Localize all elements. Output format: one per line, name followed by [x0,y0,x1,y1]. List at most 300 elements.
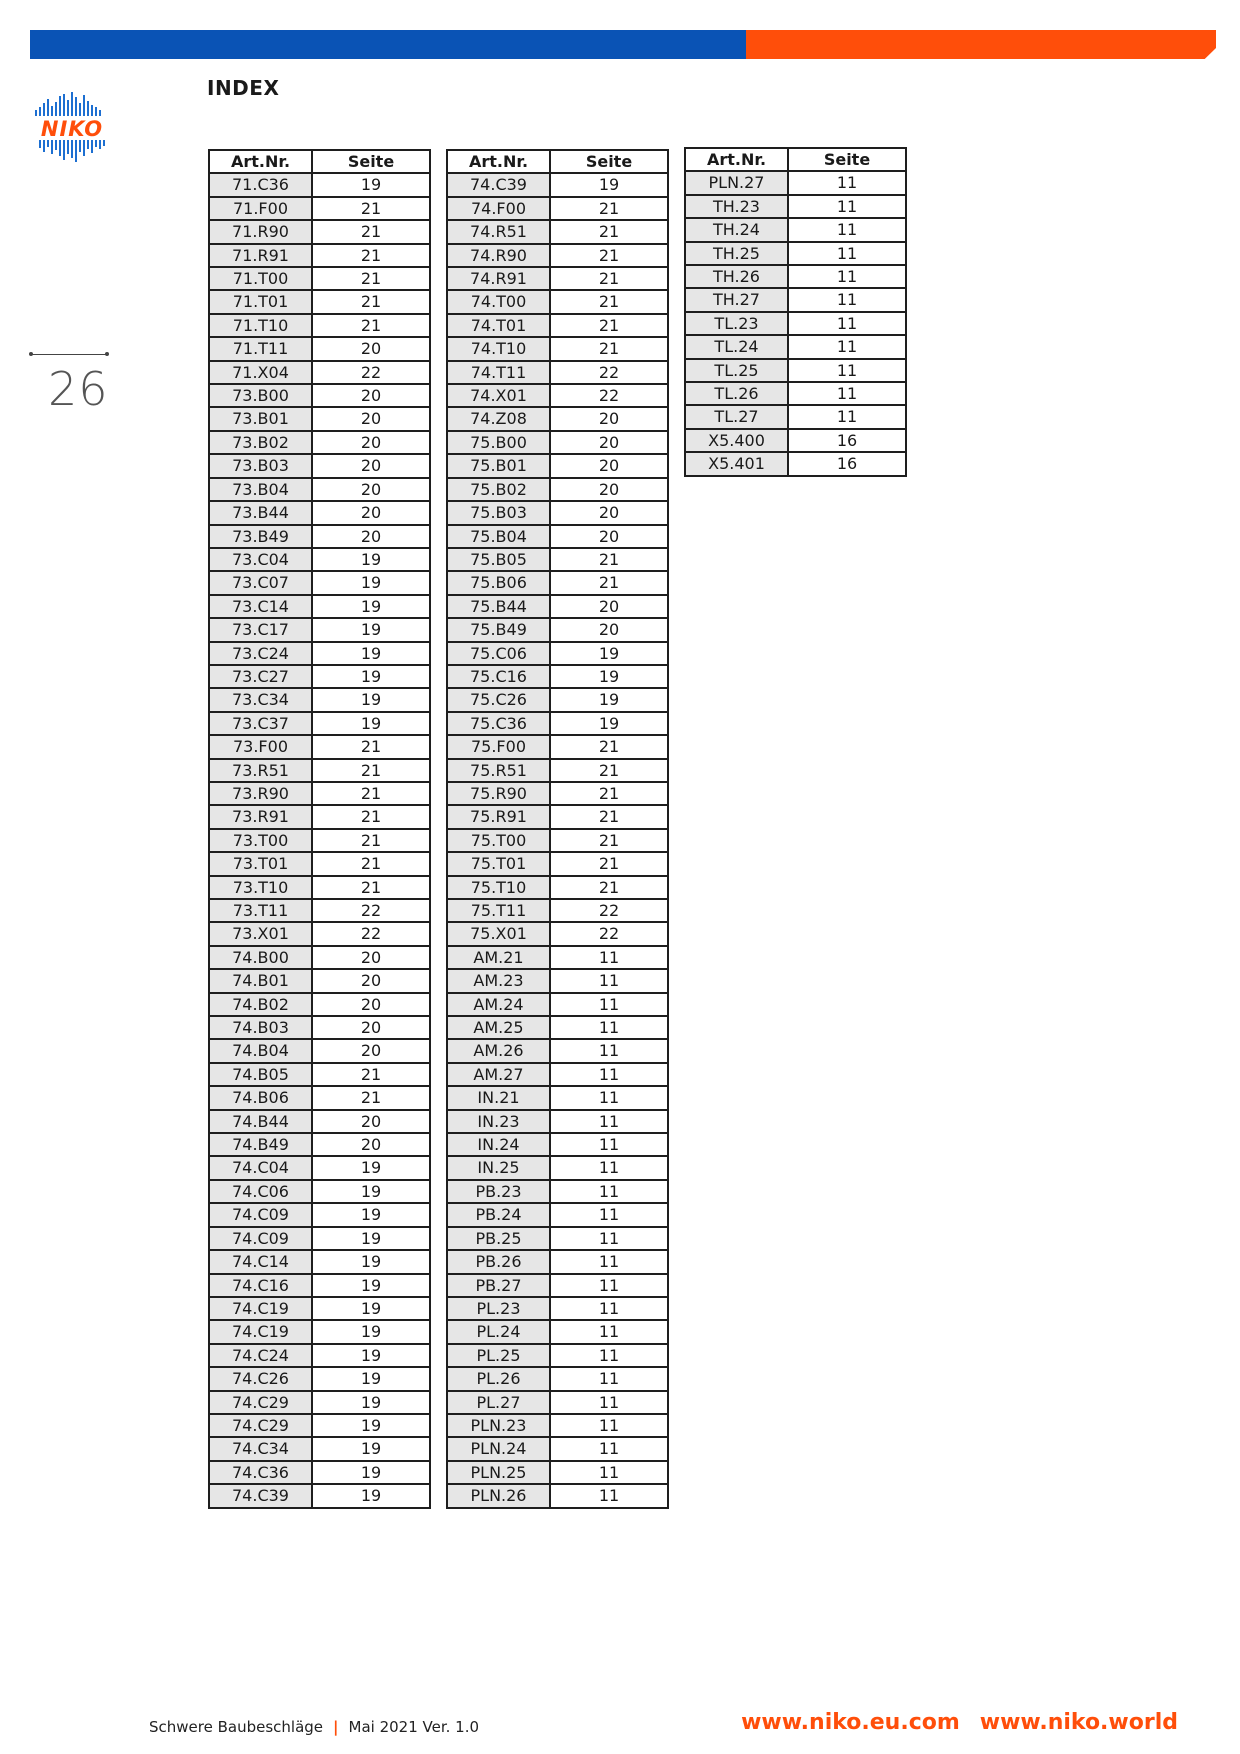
seite-cell: 11 [550,1250,668,1273]
seite-cell: 20 [312,525,430,548]
art-nr-cell: 74.C09 [209,1203,312,1226]
table-row [209,525,430,548]
seite-cell: 11 [550,1461,668,1484]
seite-cell: 19 [312,1180,430,1203]
art-nr-cell: 74.B02 [209,993,312,1016]
seite-cell: 22 [550,899,668,922]
index-table-3 [684,147,907,477]
seite-cell: 19 [312,1227,430,1250]
art-nr-cell: TH.24 [685,218,788,241]
art-nr-cell: 75.B06 [447,571,550,594]
art-nr-cell: 73.F00 [209,735,312,758]
seite-cell: 11 [550,1227,668,1250]
seite-cell: 11 [550,1391,668,1414]
seite-cell: 11 [550,1274,668,1297]
seite-cell: 16 [788,429,906,452]
table-row [209,1250,430,1273]
seite-cell: 21 [312,267,430,290]
seite-cell: 19 [550,712,668,735]
art-nr-cell: PLN.27 [685,171,788,194]
table-row [209,1227,430,1250]
art-nr-cell: 73.B02 [209,431,312,454]
index-table-2 [446,149,669,1509]
footer-document-title: Schwere Baubeschläge [149,1718,324,1736]
table-row [447,478,668,501]
table-row [447,712,668,735]
seite-cell: 20 [312,384,430,407]
seite-cell: 20 [550,431,668,454]
seite-cell: 21 [550,571,668,594]
seite-cell: 20 [312,1016,430,1039]
table-row [209,478,430,501]
table-row [447,1063,668,1086]
seite-cell: 20 [312,1133,430,1156]
footer-info [149,1718,479,1736]
seite-cell: 11 [550,1063,668,1086]
table-row [209,1063,430,1086]
seite-cell: 16 [788,452,906,475]
table-header-row [447,150,668,173]
table-row [209,735,430,758]
art-nr-cell: 71.C36 [209,173,312,196]
seite-cell: 11 [550,1133,668,1156]
table-row [209,618,430,641]
seite-cell: 19 [312,1297,430,1320]
seite-cell: 21 [312,852,430,875]
table-row [209,431,430,454]
art-nr-cell: 74.C19 [209,1320,312,1343]
footer-link-eu[interactable]: www.niko.eu.com [741,1710,960,1735]
table-row [209,993,430,1016]
table-row [447,1437,668,1460]
seite-cell: 20 [312,407,430,430]
seite-cell: 20 [550,525,668,548]
table-row [447,1133,668,1156]
seite-cell: 11 [788,405,906,428]
art-nr-cell: IN.23 [447,1110,550,1133]
seite-cell: 11 [550,1320,668,1343]
table-row [447,173,668,196]
art-nr-cell: 74.C04 [209,1156,312,1179]
art-nr-cell: 73.X01 [209,922,312,945]
table-row [209,244,430,267]
table-row [209,782,430,805]
table-row [209,337,430,360]
art-nr-cell: 74.C19 [209,1297,312,1320]
seite-cell: 19 [312,571,430,594]
table-row [209,1414,430,1437]
art-nr-cell: PL.25 [447,1344,550,1367]
seite-cell: 20 [550,618,668,641]
table-row [209,1391,430,1414]
art-nr-cell: 73.C24 [209,642,312,665]
art-nr-cell: 73.C04 [209,548,312,571]
seite-cell: 19 [550,173,668,196]
seite-cell: 20 [312,1039,430,1062]
footer-separator: | [333,1718,339,1736]
art-nr-cell: AM.26 [447,1039,550,1062]
art-nr-cell: 73.T01 [209,852,312,875]
seite-cell: 21 [312,805,430,828]
seite-cell: 20 [312,431,430,454]
table-row [209,1203,430,1226]
table-row [209,1367,430,1390]
table-row [209,314,430,337]
seite-cell: 11 [550,946,668,969]
seite-cell: 19 [312,1344,430,1367]
seite-cell: 11 [788,218,906,241]
table-row [447,852,668,875]
art-nr-cell: 74.T00 [447,290,550,313]
table-row [685,405,906,428]
seite-cell: 19 [312,712,430,735]
table-row [447,431,668,454]
table-row [447,618,668,641]
art-nr-cell: X5.400 [685,429,788,452]
art-nr-cell: 74.R51 [447,220,550,243]
art-nr-cell: 75.C16 [447,665,550,688]
seite-cell: 22 [312,922,430,945]
art-nr-cell: 71.F00 [209,197,312,220]
seite-cell: 21 [312,1063,430,1086]
table-row [209,290,430,313]
art-nr-cell: TL.24 [685,335,788,358]
art-nr-cell: 71.R90 [209,220,312,243]
table-row [209,1274,430,1297]
footer-link-world[interactable]: www.niko.world [979,1710,1178,1735]
art-nr-cell: IN.25 [447,1156,550,1179]
seite-cell: 20 [550,501,668,524]
art-nr-cell: 73.C37 [209,712,312,735]
table-row [209,852,430,875]
table-header-row [685,148,906,171]
seite-cell: 11 [550,1344,668,1367]
art-nr-cell: 74.C34 [209,1437,312,1460]
table-row [447,595,668,618]
seite-cell: 21 [312,1086,430,1109]
seite-cell: 21 [312,220,430,243]
column-header-seite: Seite [312,150,430,173]
table-row [209,501,430,524]
seite-cell: 19 [312,1414,430,1437]
art-nr-cell: 74.B00 [209,946,312,969]
art-nr-cell: 74.T11 [447,361,550,384]
art-nr-cell: TH.27 [685,288,788,311]
table-row [685,452,906,475]
seite-cell: 21 [550,220,668,243]
table-row [209,876,430,899]
art-nr-cell: 75.B01 [447,454,550,477]
seite-cell: 19 [312,1156,430,1179]
art-nr-cell: 73.B03 [209,454,312,477]
seite-cell: 11 [788,171,906,194]
seite-cell: 19 [312,642,430,665]
art-nr-cell: PLN.25 [447,1461,550,1484]
art-nr-cell: PLN.26 [447,1484,550,1507]
table-row [685,288,906,311]
seite-cell: 11 [550,1297,668,1320]
art-nr-cell: 74.B49 [209,1133,312,1156]
art-nr-cell: 73.C07 [209,571,312,594]
index-table-1 [208,149,431,1509]
art-nr-cell: 75.T00 [447,829,550,852]
page-number-divider [30,354,108,355]
art-nr-cell: 71.T01 [209,290,312,313]
seite-cell: 11 [788,335,906,358]
seite-cell: 19 [312,1274,430,1297]
seite-cell: 21 [312,735,430,758]
art-nr-cell: PL.27 [447,1391,550,1414]
table-row [209,197,430,220]
seite-cell: 11 [788,359,906,382]
table-row [209,384,430,407]
art-nr-cell: PLN.23 [447,1414,550,1437]
art-nr-cell: 75.B49 [447,618,550,641]
table-row [209,805,430,828]
art-nr-cell: 74.C39 [209,1484,312,1507]
art-nr-cell: 74.B05 [209,1063,312,1086]
art-nr-cell: IN.21 [447,1086,550,1109]
art-nr-cell: TH.23 [685,195,788,218]
table-row [447,782,668,805]
seite-cell: 21 [550,735,668,758]
table-row [447,1227,668,1250]
seite-cell: 11 [788,382,906,405]
seite-cell: 22 [312,899,430,922]
seite-cell: 11 [550,1367,668,1390]
seite-cell: 21 [550,337,668,360]
art-nr-cell: TL.27 [685,405,788,428]
table-row [447,946,668,969]
art-nr-cell: 73.B01 [209,407,312,430]
niko-logo [30,86,118,174]
art-nr-cell: 74.T01 [447,314,550,337]
art-nr-cell: 75.C36 [447,712,550,735]
table-row [447,642,668,665]
table-row [447,1250,668,1273]
table-row [447,1461,668,1484]
table-row [209,1297,430,1320]
table-row [209,267,430,290]
art-nr-cell: 75.T10 [447,876,550,899]
seite-cell: 11 [550,969,668,992]
table-row [447,1484,668,1507]
seite-cell: 21 [550,548,668,571]
seite-cell: 20 [312,454,430,477]
table-row [447,1110,668,1133]
table-row [447,525,668,548]
table-row [447,688,668,711]
table-row [685,265,906,288]
table-row [447,290,668,313]
art-nr-cell: IN.24 [447,1133,550,1156]
art-nr-cell: 71.T11 [209,337,312,360]
art-nr-cell: TH.26 [685,265,788,288]
table-row [209,969,430,992]
art-nr-cell: 75.R91 [447,805,550,828]
art-nr-cell: 71.T10 [209,314,312,337]
table-row [447,1156,668,1179]
table-row [447,1367,668,1390]
art-nr-cell: 73.B04 [209,478,312,501]
table-row [685,312,906,335]
seite-cell: 20 [550,595,668,618]
table-row [209,1320,430,1343]
art-nr-cell: 74.C16 [209,1274,312,1297]
seite-cell: 19 [312,1391,430,1414]
seite-cell: 21 [550,852,668,875]
table-row [447,501,668,524]
seite-cell: 20 [550,454,668,477]
art-nr-cell: 74.R91 [447,267,550,290]
table-row [209,759,430,782]
table-row [209,712,430,735]
seite-cell: 19 [312,688,430,711]
footer-version: Mai 2021 Ver. 1.0 [348,1718,480,1736]
column-header-art-nr: Art.Nr. [209,150,312,173]
art-nr-cell: PLN.24 [447,1437,550,1460]
art-nr-cell: PB.27 [447,1274,550,1297]
table-row [209,642,430,665]
table-row [447,759,668,782]
seite-cell: 11 [550,1203,668,1226]
column-header-art-nr: Art.Nr. [447,150,550,173]
table-row [209,571,430,594]
table-row [209,407,430,430]
table-row [209,1180,430,1203]
table-row [209,1133,430,1156]
seite-cell: 21 [312,314,430,337]
art-nr-cell: AM.27 [447,1063,550,1086]
table-row [209,1110,430,1133]
seite-cell: 21 [312,197,430,220]
table-row [447,805,668,828]
table-row [447,548,668,571]
seite-cell: 11 [550,993,668,1016]
seite-cell: 21 [550,197,668,220]
art-nr-cell: 74.F00 [447,197,550,220]
seite-cell: 19 [312,1437,430,1460]
table-row [685,382,906,405]
seite-cell: 21 [550,759,668,782]
table-row [447,197,668,220]
table-row [685,218,906,241]
art-nr-cell: 74.X01 [447,384,550,407]
art-nr-cell: 75.R51 [447,759,550,782]
top-bar-blue [30,30,746,59]
page-number: 26 [48,362,109,416]
seite-cell: 11 [550,1484,668,1507]
column-header-seite: Seite [550,150,668,173]
seite-cell: 11 [550,1180,668,1203]
art-nr-cell: PB.23 [447,1180,550,1203]
footer-links [741,1710,1178,1735]
art-nr-cell: PB.26 [447,1250,550,1273]
seite-cell: 11 [550,1156,668,1179]
table-row [209,1344,430,1367]
art-nr-cell: 74.C29 [209,1391,312,1414]
art-nr-cell: TL.26 [685,382,788,405]
art-nr-cell: 75.B05 [447,548,550,571]
art-nr-cell: 74.R90 [447,244,550,267]
art-nr-cell: 73.R51 [209,759,312,782]
art-nr-cell: 75.R90 [447,782,550,805]
page-title: INDEX [207,76,280,100]
seite-cell: 21 [312,829,430,852]
table-row [209,1437,430,1460]
seite-cell: 20 [312,946,430,969]
art-nr-cell: 75.T01 [447,852,550,875]
table-row [447,454,668,477]
seite-cell: 11 [788,312,906,335]
table-row [209,595,430,618]
table-row [447,1344,668,1367]
table-row [685,195,906,218]
art-nr-cell: PB.25 [447,1227,550,1250]
seite-cell: 11 [788,195,906,218]
logo-text: NIKO [40,117,104,141]
seite-cell: 11 [550,1016,668,1039]
art-nr-cell: 74.C24 [209,1344,312,1367]
seite-cell: 11 [788,242,906,265]
seite-cell: 20 [550,407,668,430]
seite-cell: 19 [312,665,430,688]
art-nr-cell: 75.B04 [447,525,550,548]
art-nr-cell: 74.Z08 [447,407,550,430]
seite-cell: 20 [312,969,430,992]
seite-cell: 22 [312,361,430,384]
table-row [447,993,668,1016]
table-row [447,1086,668,1109]
art-nr-cell: TH.25 [685,242,788,265]
seite-cell: 19 [312,618,430,641]
table-row [447,876,668,899]
seite-cell: 19 [312,1250,430,1273]
art-nr-cell: AM.21 [447,946,550,969]
art-nr-cell: AM.24 [447,993,550,1016]
seite-cell: 21 [550,782,668,805]
table-row [447,735,668,758]
table-row [209,829,430,852]
seite-cell: 22 [550,361,668,384]
table-row [209,922,430,945]
seite-cell: 21 [312,759,430,782]
seite-cell: 21 [312,244,430,267]
seite-cell: 21 [550,290,668,313]
art-nr-cell: 73.T00 [209,829,312,852]
table-row [447,384,668,407]
seite-cell: 21 [550,805,668,828]
table-row [209,665,430,688]
table-row [447,1203,668,1226]
table-header-row [209,150,430,173]
table-row [685,242,906,265]
table-row [685,335,906,358]
seite-cell: 19 [312,595,430,618]
table-row [447,1320,668,1343]
table-row [447,922,668,945]
art-nr-cell: 73.B44 [209,501,312,524]
table-row [447,1391,668,1414]
art-nr-cell: 75.B02 [447,478,550,501]
table-row [685,171,906,194]
art-nr-cell: 74.C36 [209,1461,312,1484]
table-row [209,361,430,384]
table-row [209,454,430,477]
seite-cell: 19 [312,1484,430,1507]
seite-cell: 20 [312,1110,430,1133]
art-nr-cell: 73.C27 [209,665,312,688]
